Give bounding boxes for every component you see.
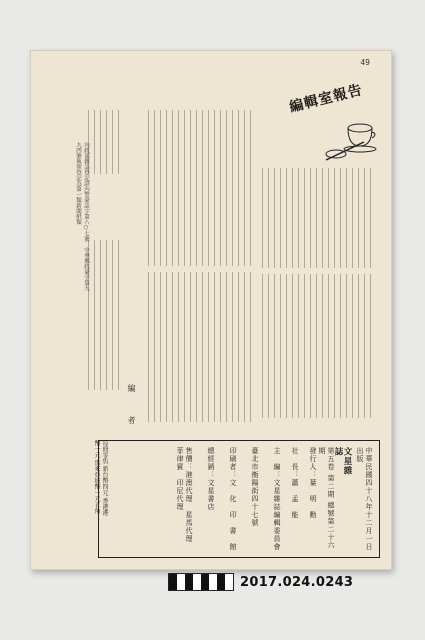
ink-dish-icon xyxy=(326,150,346,158)
text-line xyxy=(346,274,347,418)
text-line xyxy=(178,110,179,266)
teacup-icon xyxy=(344,124,376,152)
text-line xyxy=(244,110,245,266)
text-line xyxy=(268,274,269,418)
text-line xyxy=(178,272,179,422)
text-line xyxy=(298,274,299,418)
text-line xyxy=(250,110,251,266)
text-line xyxy=(172,272,173,422)
text-line xyxy=(160,110,161,266)
text-line xyxy=(214,272,215,422)
text-line xyxy=(358,274,359,418)
text-line xyxy=(94,110,95,174)
publication-info-box xyxy=(98,440,380,558)
text-line xyxy=(100,240,101,390)
text-line xyxy=(322,168,323,268)
text-line xyxy=(172,110,173,266)
text-line xyxy=(310,274,311,418)
editor-signature: 編 者 xyxy=(127,384,136,432)
text-line xyxy=(304,274,305,418)
text-line xyxy=(316,168,317,268)
price-block: 每冊零售 新台幣四元 香港港幣一元 馬來亞坡幣一元五角 xyxy=(93,440,108,516)
text-line xyxy=(148,272,149,422)
color-scale-bar xyxy=(168,573,234,591)
text-line xyxy=(106,240,107,390)
text-line xyxy=(160,272,161,422)
text-line xyxy=(310,168,311,268)
text-line xyxy=(352,168,353,268)
text-line xyxy=(166,110,167,266)
text-line xyxy=(100,110,101,174)
text-line xyxy=(190,272,191,422)
info-editor: 主 編：文星雜誌編輯委員會 xyxy=(273,447,281,551)
text-line xyxy=(280,168,281,268)
text-line xyxy=(232,110,233,266)
text-line xyxy=(250,272,251,422)
text-line xyxy=(280,274,281,418)
text-line xyxy=(154,110,155,266)
info-distributor: 總經銷：文星書店 xyxy=(207,447,215,511)
text-line xyxy=(214,110,215,266)
text-line xyxy=(226,272,227,422)
text-line xyxy=(196,110,197,266)
text-line xyxy=(334,168,335,268)
archive-label xyxy=(168,571,394,593)
text-line xyxy=(208,110,209,266)
text-line xyxy=(328,274,329,418)
page-number: 49 xyxy=(360,58,370,67)
text-line xyxy=(274,274,275,418)
text-line xyxy=(232,272,233,422)
text-line xyxy=(112,240,113,390)
text-line xyxy=(364,274,365,418)
info-date: 中華民國四十八年十二月一日出版 xyxy=(356,447,373,551)
text-line xyxy=(226,110,227,266)
text-line xyxy=(106,110,107,174)
text-line xyxy=(274,168,275,268)
text-line xyxy=(184,272,185,422)
text-line xyxy=(190,110,191,266)
info-printer: 印刷者：文 化 印 書 館 xyxy=(229,447,237,551)
text-line xyxy=(340,274,341,418)
text-line xyxy=(238,110,239,266)
text-line xyxy=(118,240,119,390)
text-line xyxy=(202,110,203,266)
text-line xyxy=(286,168,287,268)
text-line xyxy=(370,168,371,268)
info-address: 臺北市衡陽街四十七號 xyxy=(251,447,259,527)
text-line xyxy=(112,110,113,174)
accession-number: 2017.024.0243 xyxy=(240,574,354,590)
text-line xyxy=(154,272,155,422)
info-issue: 第五卷 第二期 總號第二十六期 xyxy=(318,447,335,550)
text-line xyxy=(268,168,269,268)
text-line xyxy=(202,272,203,422)
text-line xyxy=(304,168,305,268)
text-line xyxy=(328,168,329,268)
text-line xyxy=(262,168,263,268)
text-line xyxy=(316,274,317,418)
text-line xyxy=(298,168,299,268)
text-line xyxy=(322,274,323,418)
text-line xyxy=(352,274,353,418)
text-line xyxy=(94,240,95,390)
info-title: 文星雜誌 xyxy=(333,447,352,476)
magazine-page xyxy=(30,50,392,570)
text-line xyxy=(364,168,365,268)
text-line xyxy=(358,168,359,268)
info-publisher: 發行人：葉 明 勳 xyxy=(309,447,317,519)
text-line xyxy=(334,274,335,418)
text-line xyxy=(220,110,221,266)
text-line xyxy=(166,272,167,422)
text-line xyxy=(340,168,341,268)
text-line xyxy=(196,272,197,422)
text-line xyxy=(148,110,149,266)
text-line xyxy=(208,272,209,422)
text-line xyxy=(292,168,293,268)
text-line xyxy=(346,168,347,268)
text-line xyxy=(238,272,239,422)
info-agents: 售價：港澳代理 星馬代理 菲律賓 印尼代理 xyxy=(176,447,193,551)
text-line xyxy=(286,274,287,418)
text-line xyxy=(292,274,293,418)
info-president: 社 長：蕭 孟 能 xyxy=(291,447,299,519)
section-title: 編輯室報告 xyxy=(287,82,365,116)
text-line xyxy=(184,110,185,266)
text-line xyxy=(118,110,119,174)
registration-notice: 內政部雜誌登記證內警臺誌字第八○七號 中華郵政臺字第九九四號執照登記為第一類新聞紙類 xyxy=(75,142,89,291)
text-line xyxy=(370,274,371,418)
text-line xyxy=(220,272,221,422)
text-line xyxy=(262,274,263,418)
text-line xyxy=(244,272,245,422)
